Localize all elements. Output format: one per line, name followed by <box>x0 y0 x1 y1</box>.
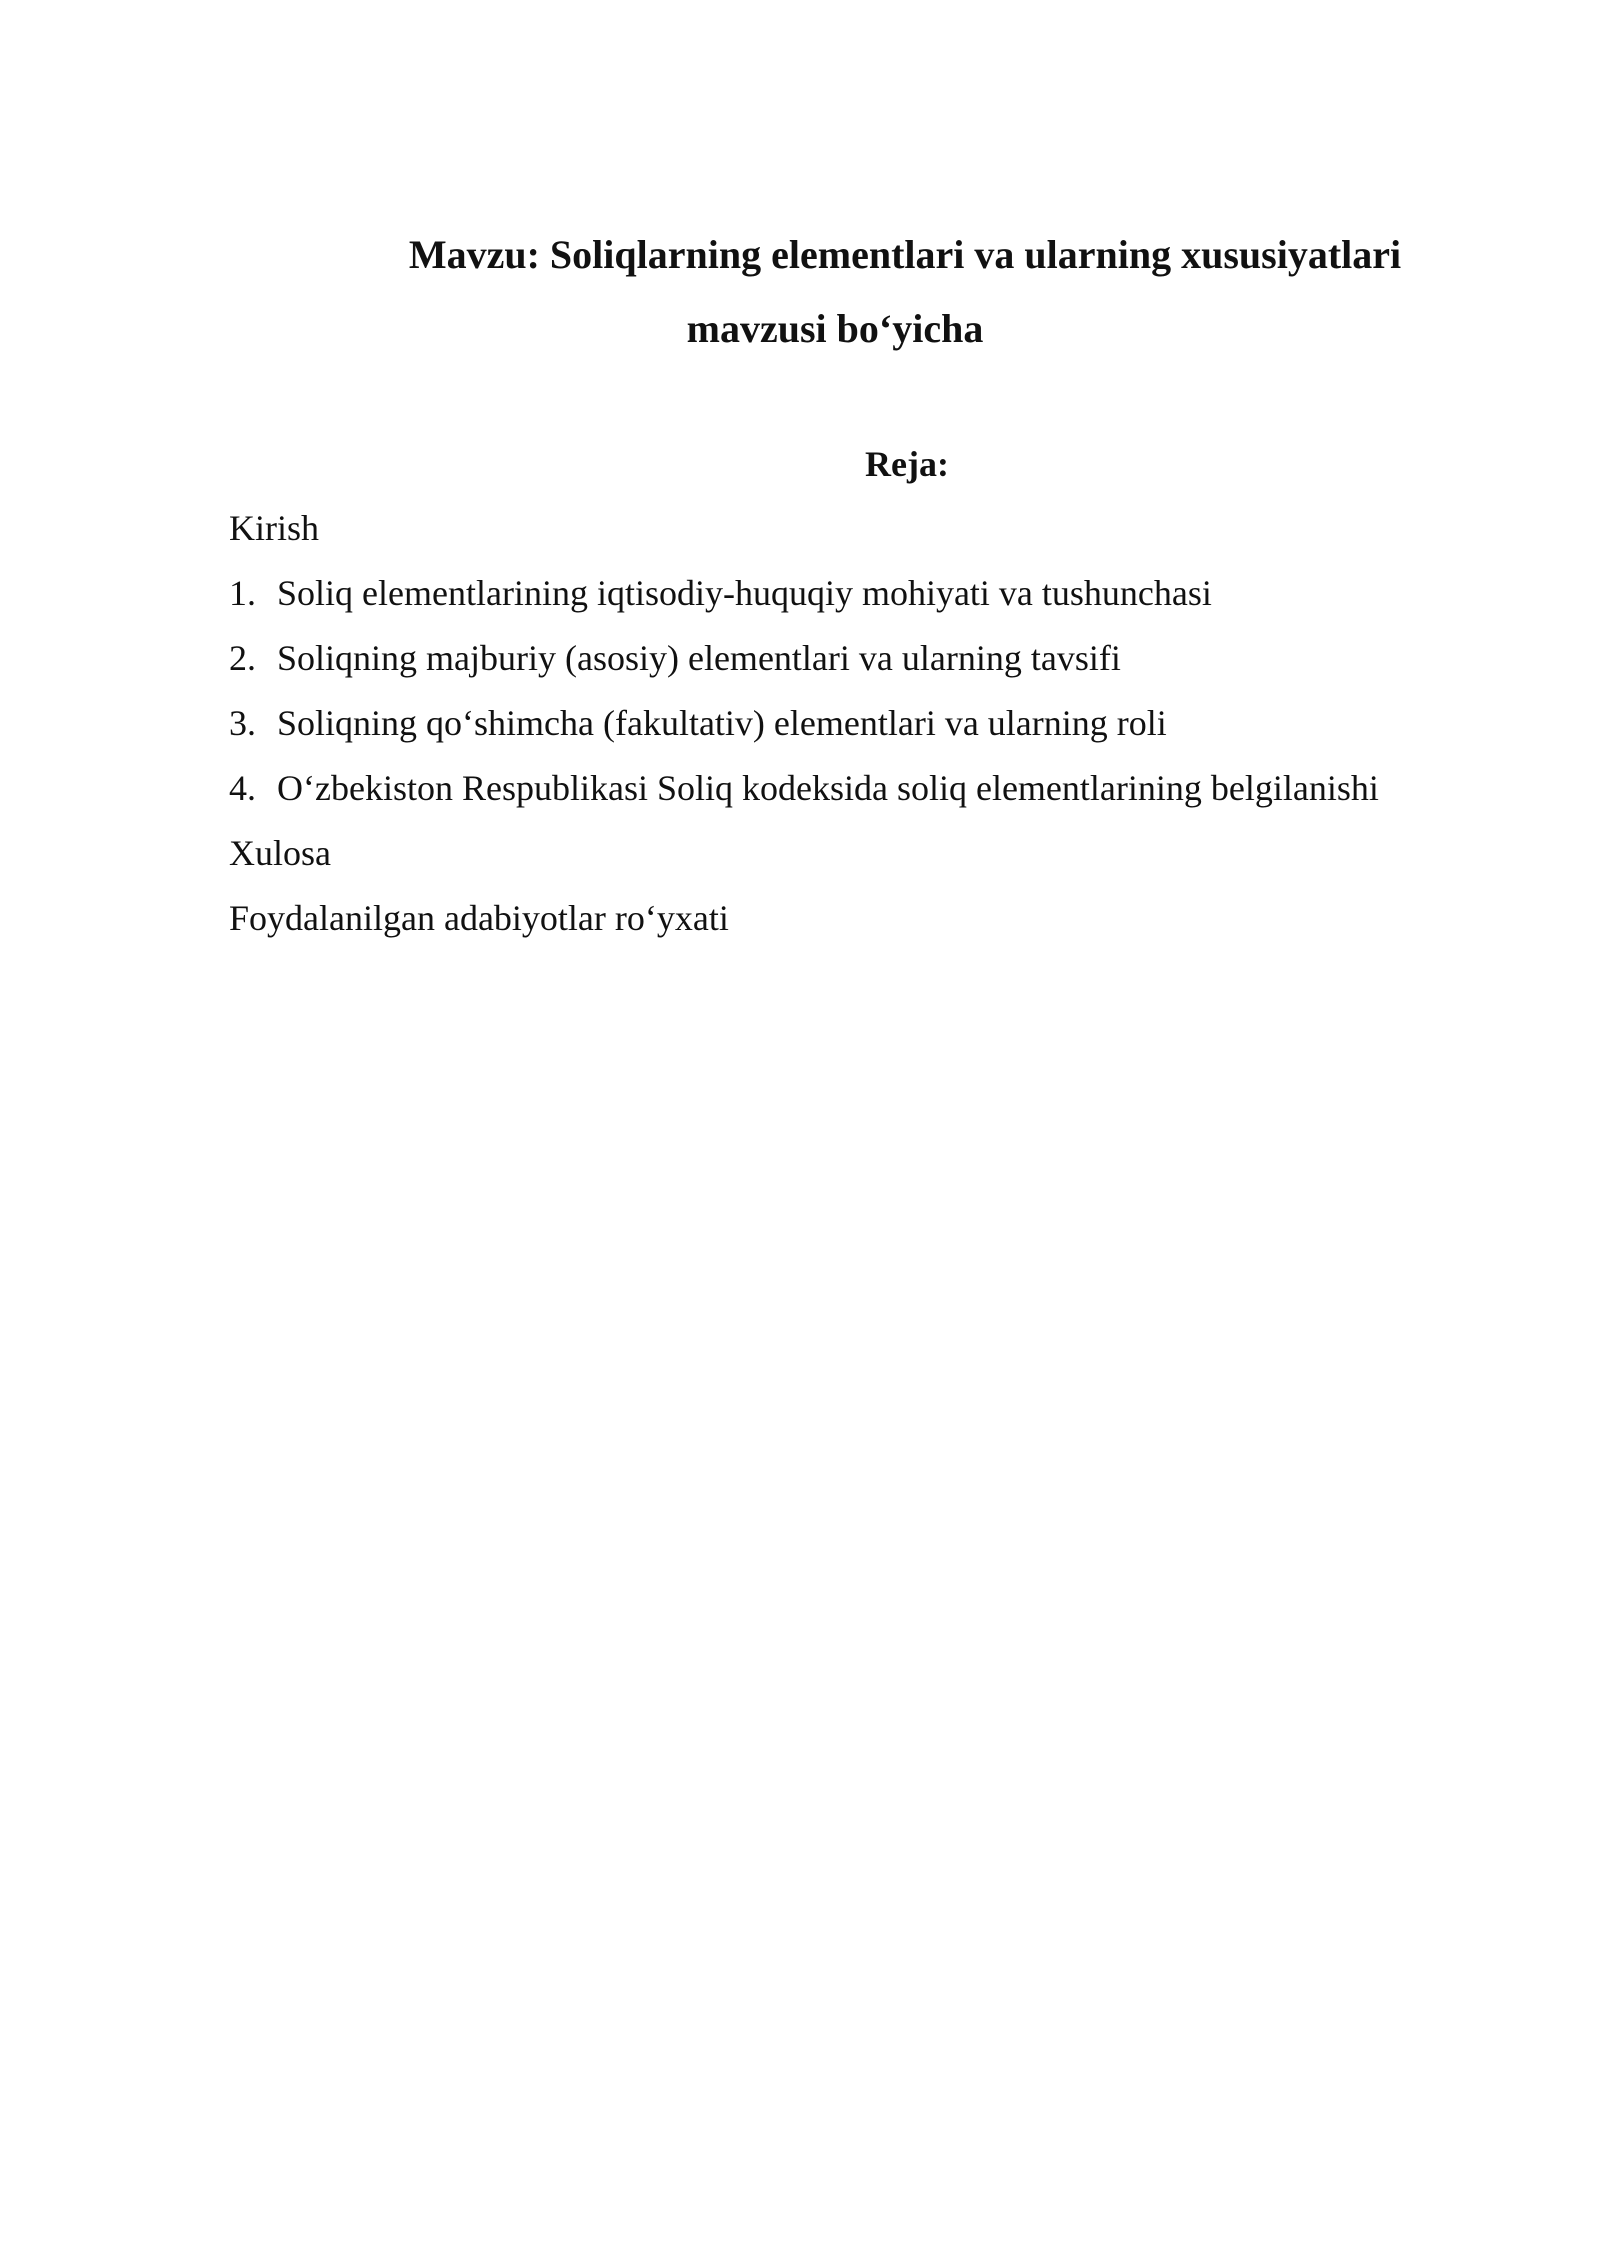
plan-item-text: O‘zbekiston Respublikasi Soliq kodeksida soliq elementlarining belgilanishi <box>277 768 1379 808</box>
plan-item-number: 3. <box>229 703 256 743</box>
plan-item-1 <box>229 561 1489 626</box>
plan-item-text: Soliqning majburiy (asosiy) elementlari va ularning tavsifi <box>277 638 1121 678</box>
plan-item-number: 2. <box>229 638 256 678</box>
title-line-2: mavzusi bo‘yicha <box>686 306 984 351</box>
plan-item-text: Soliq elementlarining iqtisodiy-huquqiy mohiyati va tushunchasi <box>277 573 1212 613</box>
plan-item-number: 1. <box>229 573 256 613</box>
document-title <box>229 218 1441 366</box>
plan-item-2 <box>229 626 1489 691</box>
plan-intro: Kirish <box>229 508 319 548</box>
plan-item-number: 4. <box>229 768 256 808</box>
plan-item-text: Soliqning qo‘shimcha (fakultativ) elementlari va ularning roli <box>277 703 1167 743</box>
plan-heading: Reja: <box>865 444 949 484</box>
plan-item-4 <box>229 756 1489 821</box>
plan-references: Foydalanilgan adabiyotlar ro‘yxati <box>229 898 729 938</box>
plan-item-3 <box>229 691 1489 756</box>
plan-conclusion: Xulosa <box>229 833 331 873</box>
plan-list <box>229 496 1489 951</box>
title-line-1: Mavzu: Soliqlarning elementlari va ularning xususiyatlari <box>408 232 1402 277</box>
